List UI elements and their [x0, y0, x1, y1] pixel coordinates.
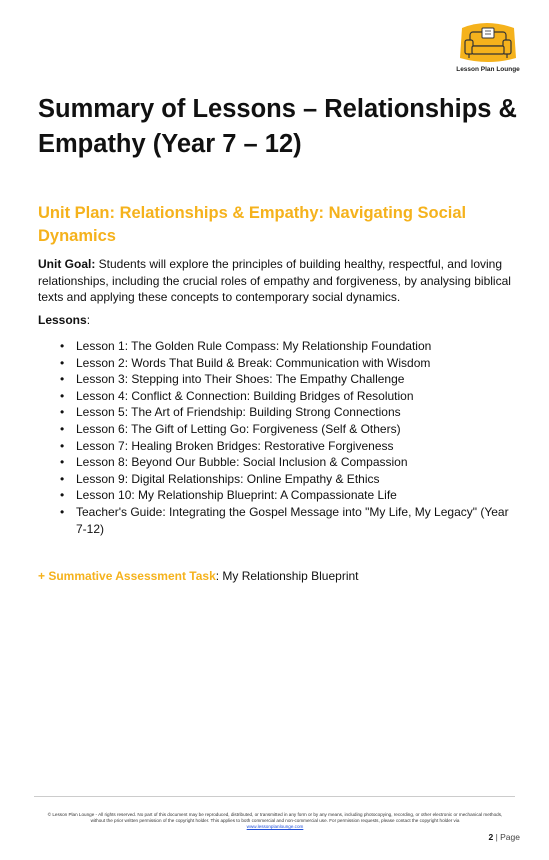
- unit-heading: Unit Plan: Relationships & Empathy: Navigating Social Dynamics: [38, 204, 467, 245]
- lessons-label-colon: :: [86, 313, 91, 327]
- logo-text: Lesson Plan Lounge: [456, 66, 520, 73]
- list-item: • Lesson 1: The Golden Rule Compass: My Relationship Foundation: [60, 338, 520, 355]
- copyright-notice: [40, 812, 510, 830]
- list-item: • Lesson 9: Digital Relationships: Online Empathy & Ethics: [60, 471, 520, 488]
- lessons-label-text: Lessons: [38, 313, 87, 327]
- copyright-text: © Lesson Plan Lounge - All rights reserved. No part of this document may be reproduced, distributed, or transmitted in any form or by any means, including photocopying, recording, or other electronic or mechanical methods, without the prior written permission of the copyright holder. This applies to both commercial and non-commercial use. For permission requests, please contact the copyright holder via: [47, 812, 503, 823]
- list-item: • Lesson 10: My Relationship Blueprint: A Compassionate Life: [60, 487, 520, 504]
- list-item: • Lesson 6: The Gift of Letting Go: Forgiveness (Self & Others): [60, 421, 520, 438]
- list-item: • Lesson 5: The Art of Friendship: Building Strong Connections: [60, 404, 520, 421]
- page-number-value: 2: [488, 832, 494, 842]
- brand-logo: [452, 22, 524, 78]
- unit-goal: [38, 256, 516, 306]
- summative-text: : My Relationship Blueprint: [215, 569, 359, 583]
- page-title: Summary of Lessons – Relationships & Empathy (Year 7 – 12): [38, 95, 517, 158]
- footer-divider: [34, 796, 515, 797]
- list-item: • Lesson 3: Stepping into Their Shoes: The Empathy Challenge: [60, 371, 520, 388]
- page-number: [488, 832, 520, 842]
- summative-assessment: [38, 568, 359, 584]
- sofa-icon: [456, 22, 520, 64]
- list-item: • Teacher's Guide: Integrating the Gospel Message into "My Life, My Legacy" (Year 7-12): [60, 504, 520, 537]
- list-item: • Lesson 8: Beyond Our Bubble: Social Inclusion & Compassion: [60, 454, 520, 471]
- lessons-label: [38, 312, 90, 328]
- lessons-list: [60, 338, 520, 537]
- page-label: | Page: [493, 832, 520, 842]
- list-item: • Lesson 4: Conflict & Connection: Building Bridges of Resolution: [60, 388, 520, 405]
- list-item: • Lesson 7: Healing Broken Bridges: Restorative Forgiveness: [60, 438, 520, 455]
- website-link[interactable]: www.lessonplanlounge.com: [246, 824, 304, 829]
- unit-goal-label: Unit Goal:: [38, 257, 96, 271]
- unit-goal-text: Students will explore the principles of building healthy, respectful, and loving relationships, including the crucial roles of empathy and forgiveness, by analysing biblical texts and applying these concepts to contemporary social dynamics.: [38, 257, 511, 304]
- summative-label: + Summative Assessment Task: [38, 569, 216, 583]
- list-item: • Lesson 2: Words That Build & Break: Communication with Wisdom: [60, 355, 520, 372]
